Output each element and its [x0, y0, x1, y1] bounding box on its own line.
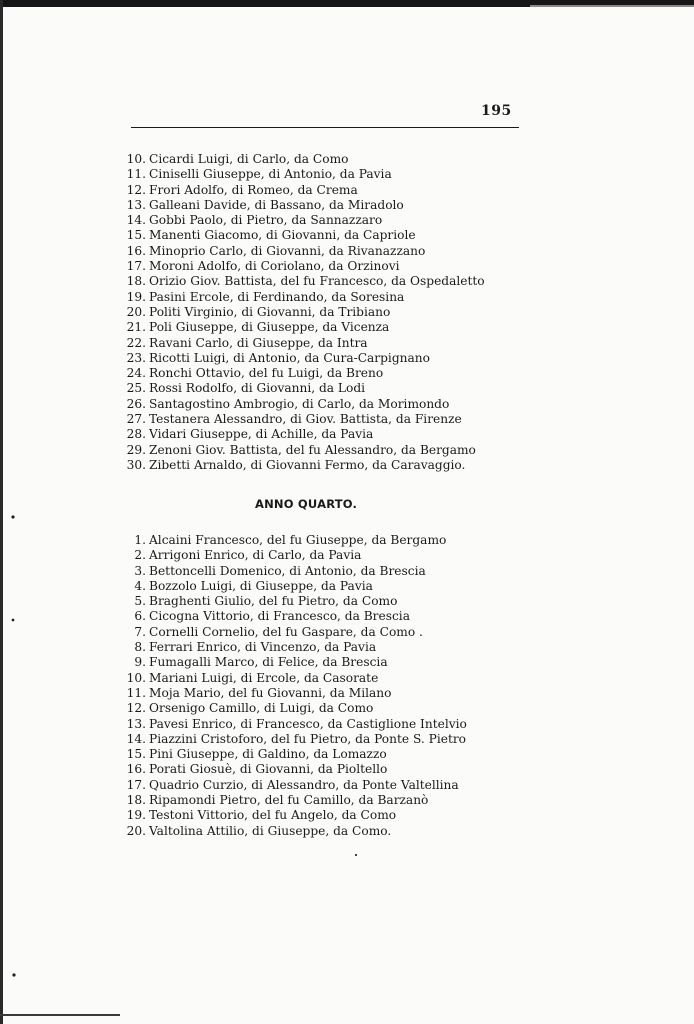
item-number: 10.	[126, 670, 146, 685]
item-text: Testoni Vittorio, del fu Angelo, da Como	[149, 808, 397, 823]
item-text: Politi Virginio, di Giovanni, da Tribiano	[149, 304, 391, 319]
list-item	[107, 366, 485, 381]
student-list-anno-quarto	[107, 533, 467, 839]
item-text: Santagostino Ambrogio, di Carlo, da Morimondo	[149, 396, 450, 411]
item-number: 24.	[126, 366, 146, 381]
item-number: 15.	[126, 228, 146, 243]
list-item	[107, 458, 485, 473]
item-number: 18.	[126, 274, 146, 289]
item-number: 8.	[134, 640, 146, 655]
item-number: 19.	[126, 808, 146, 823]
item-number: 9.	[134, 655, 146, 670]
list-item	[107, 747, 467, 762]
item-number: 6.	[134, 609, 146, 624]
item-number: 22.	[126, 335, 146, 350]
item-number: 11.	[126, 685, 146, 700]
section-heading: ANNO QUARTO.	[255, 497, 358, 511]
item-text: Ravani Carlo, di Giuseppe, da Intra	[149, 335, 368, 350]
item-number: 4.	[134, 578, 146, 593]
item-text: Manenti Giacomo, di Giovanni, da Capriole	[149, 228, 416, 243]
list-item	[107, 579, 467, 594]
list-item	[107, 609, 467, 624]
list-item	[107, 655, 467, 670]
item-text: Galleani Davide, di Bassano, da Miradolo	[149, 197, 404, 212]
item-text: Bozzolo Luigi, di Giuseppe, da Pavia	[149, 578, 373, 593]
list-item	[107, 198, 485, 213]
item-text: Cornelli Cornelio, del fu Gaspare, da Como .	[149, 624, 423, 639]
item-text: Arrigoni Enrico, di Carlo, da Pavia	[149, 548, 362, 563]
item-number: 18.	[126, 793, 146, 808]
list-item	[107, 152, 485, 167]
item-number: 29.	[126, 442, 146, 457]
item-text: Frori Adolfo, di Romeo, da Crema	[149, 182, 358, 197]
list-item	[107, 351, 485, 366]
item-text: Moja Mario, del fu Giovanni, da Milano	[149, 685, 392, 700]
item-number: 25.	[126, 381, 146, 396]
item-number: 7.	[134, 624, 146, 639]
item-text: Cicogna Vittorio, di Francesco, da Brescia	[149, 609, 410, 624]
item-text: Vidari Giuseppe, di Achille, da Pavia	[149, 427, 374, 442]
item-number: 10.	[126, 152, 146, 166]
item-number: 17.	[126, 777, 146, 792]
list-item	[107, 701, 467, 716]
list-item	[107, 808, 467, 823]
item-text: Cicardi Luigi, di Carlo, da Como	[149, 152, 349, 166]
list-item	[107, 443, 485, 458]
list-item	[107, 548, 467, 563]
item-text: Mariani Luigi, di Ercole, da Casorate	[149, 670, 379, 685]
item-number: 12.	[126, 701, 146, 716]
item-text: Braghenti Giulio, del fu Pietro, da Como	[149, 594, 398, 609]
item-number: 19.	[126, 289, 146, 304]
item-number: 17.	[126, 259, 146, 274]
list-item	[107, 427, 485, 442]
item-text: Minoprio Carlo, di Giovanni, da Rivanazzano	[149, 243, 426, 258]
item-text: Ciniselli Giuseppe, di Antonio, da Pavia	[149, 167, 392, 182]
list-item	[107, 336, 485, 351]
speck	[12, 619, 15, 622]
item-text: Poli Giuseppe, di Giuseppe, da Vicenza	[149, 320, 390, 335]
item-text: Moroni Adolfo, di Coriolano, da Orzinovi	[149, 259, 400, 274]
speck	[11, 515, 14, 518]
speck	[12, 973, 15, 976]
list-item	[107, 397, 485, 412]
item-text: Bettoncelli Domenico, di Antonio, da Brescia	[149, 563, 426, 578]
item-number: 27.	[126, 412, 146, 427]
item-number: 14.	[126, 731, 146, 746]
item-number: 2.	[134, 548, 146, 563]
list-item	[107, 228, 485, 243]
item-text: Porati Giosuè, di Giovanni, da Pioltello	[149, 762, 388, 777]
item-number: 23.	[126, 350, 146, 365]
item-text: Pini Giuseppe, di Galdino, da Lomazzo	[149, 747, 387, 762]
list-item	[107, 183, 485, 198]
item-text: Ripamondi Pietro, del fu Camillo, da Barzanò	[149, 793, 429, 808]
list-item	[107, 778, 467, 793]
item-number: 3.	[134, 563, 146, 578]
item-text: Pavesi Enrico, di Francesco, da Castiglione Intelvio	[149, 716, 467, 731]
list-item	[107, 533, 467, 548]
item-text: Fumagalli Marco, di Felice, da Brescia	[149, 655, 388, 670]
item-text: Orizio Giov. Battista, del fu Francesco, da Ospedaletto	[149, 274, 485, 289]
item-text: Zibetti Arnaldo, di Giovanni Fermo, da Caravaggio.	[149, 457, 466, 472]
page-number: 195	[481, 103, 512, 119]
list-item	[107, 594, 467, 609]
item-text: Orsenigo Camillo, di Luigi, da Como	[149, 701, 374, 716]
item-text: Ferrari Enrico, di Vincenzo, da Pavia	[149, 640, 377, 655]
list-item	[107, 290, 485, 305]
list-item	[107, 259, 485, 274]
item-text: Gobbi Paolo, di Pietro, da Sannazzaro	[149, 213, 383, 228]
student-list-continued	[107, 152, 485, 473]
item-text: Alcaini Francesco, del fu Giuseppe, da Bergamo	[149, 533, 447, 547]
item-number: 16.	[126, 243, 146, 258]
item-number: 14.	[126, 213, 146, 228]
list-item	[107, 305, 485, 320]
list-item	[107, 274, 485, 289]
list-item	[107, 824, 467, 839]
item-number: 20.	[126, 304, 146, 319]
list-item	[107, 671, 467, 686]
list-item	[107, 717, 467, 732]
item-text: Ricotti Luigi, di Antonio, da Cura-Carpignano	[149, 350, 430, 365]
list-item	[107, 213, 485, 228]
item-number: 15.	[126, 747, 146, 762]
list-item	[107, 625, 467, 640]
item-number: 11.	[126, 167, 146, 182]
item-number: 16.	[126, 762, 146, 777]
item-number: 13.	[126, 197, 146, 212]
item-number: 21.	[126, 320, 146, 335]
list-item	[107, 793, 467, 808]
list-item	[107, 762, 467, 777]
item-number: 26.	[126, 396, 146, 411]
item-text: Ronchi Ottavio, del fu Luigi, da Breno	[149, 366, 384, 381]
item-text: Valtolina Attilio, di Giuseppe, da Como.	[149, 823, 392, 838]
list-item	[107, 381, 485, 396]
list-item	[107, 686, 467, 701]
list-item	[107, 244, 485, 259]
item-text: Rossi Rodolfo, di Giovanni, da Lodi	[149, 381, 366, 396]
item-text: Pasini Ercole, di Ferdinando, da Soresina	[149, 289, 405, 304]
item-number: 30.	[126, 457, 146, 472]
list-item	[107, 412, 485, 427]
item-number: 28.	[126, 427, 146, 442]
list-item	[107, 640, 467, 655]
item-number: 12.	[126, 182, 146, 197]
item-text: Testanera Alessandro, di Giov. Battista, da Firenze	[149, 412, 462, 427]
item-number: 5.	[134, 594, 146, 609]
list-item	[107, 732, 467, 747]
list-item	[107, 167, 485, 182]
item-number: 13.	[126, 716, 146, 731]
item-number: 20.	[126, 823, 146, 838]
speck	[355, 854, 357, 856]
header-rule	[131, 127, 519, 128]
list-item	[107, 564, 467, 579]
item-text: Quadrio Curzio, di Alessandro, da Ponte Valtellina	[149, 777, 459, 792]
list-item	[107, 320, 485, 335]
item-number: 1.	[134, 533, 146, 547]
item-text: Zenoni Giov. Battista, del fu Alessandro, da Bergamo	[149, 442, 476, 457]
item-text: Piazzini Cristoforo, del fu Pietro, da Ponte S. Pietro	[149, 731, 467, 746]
